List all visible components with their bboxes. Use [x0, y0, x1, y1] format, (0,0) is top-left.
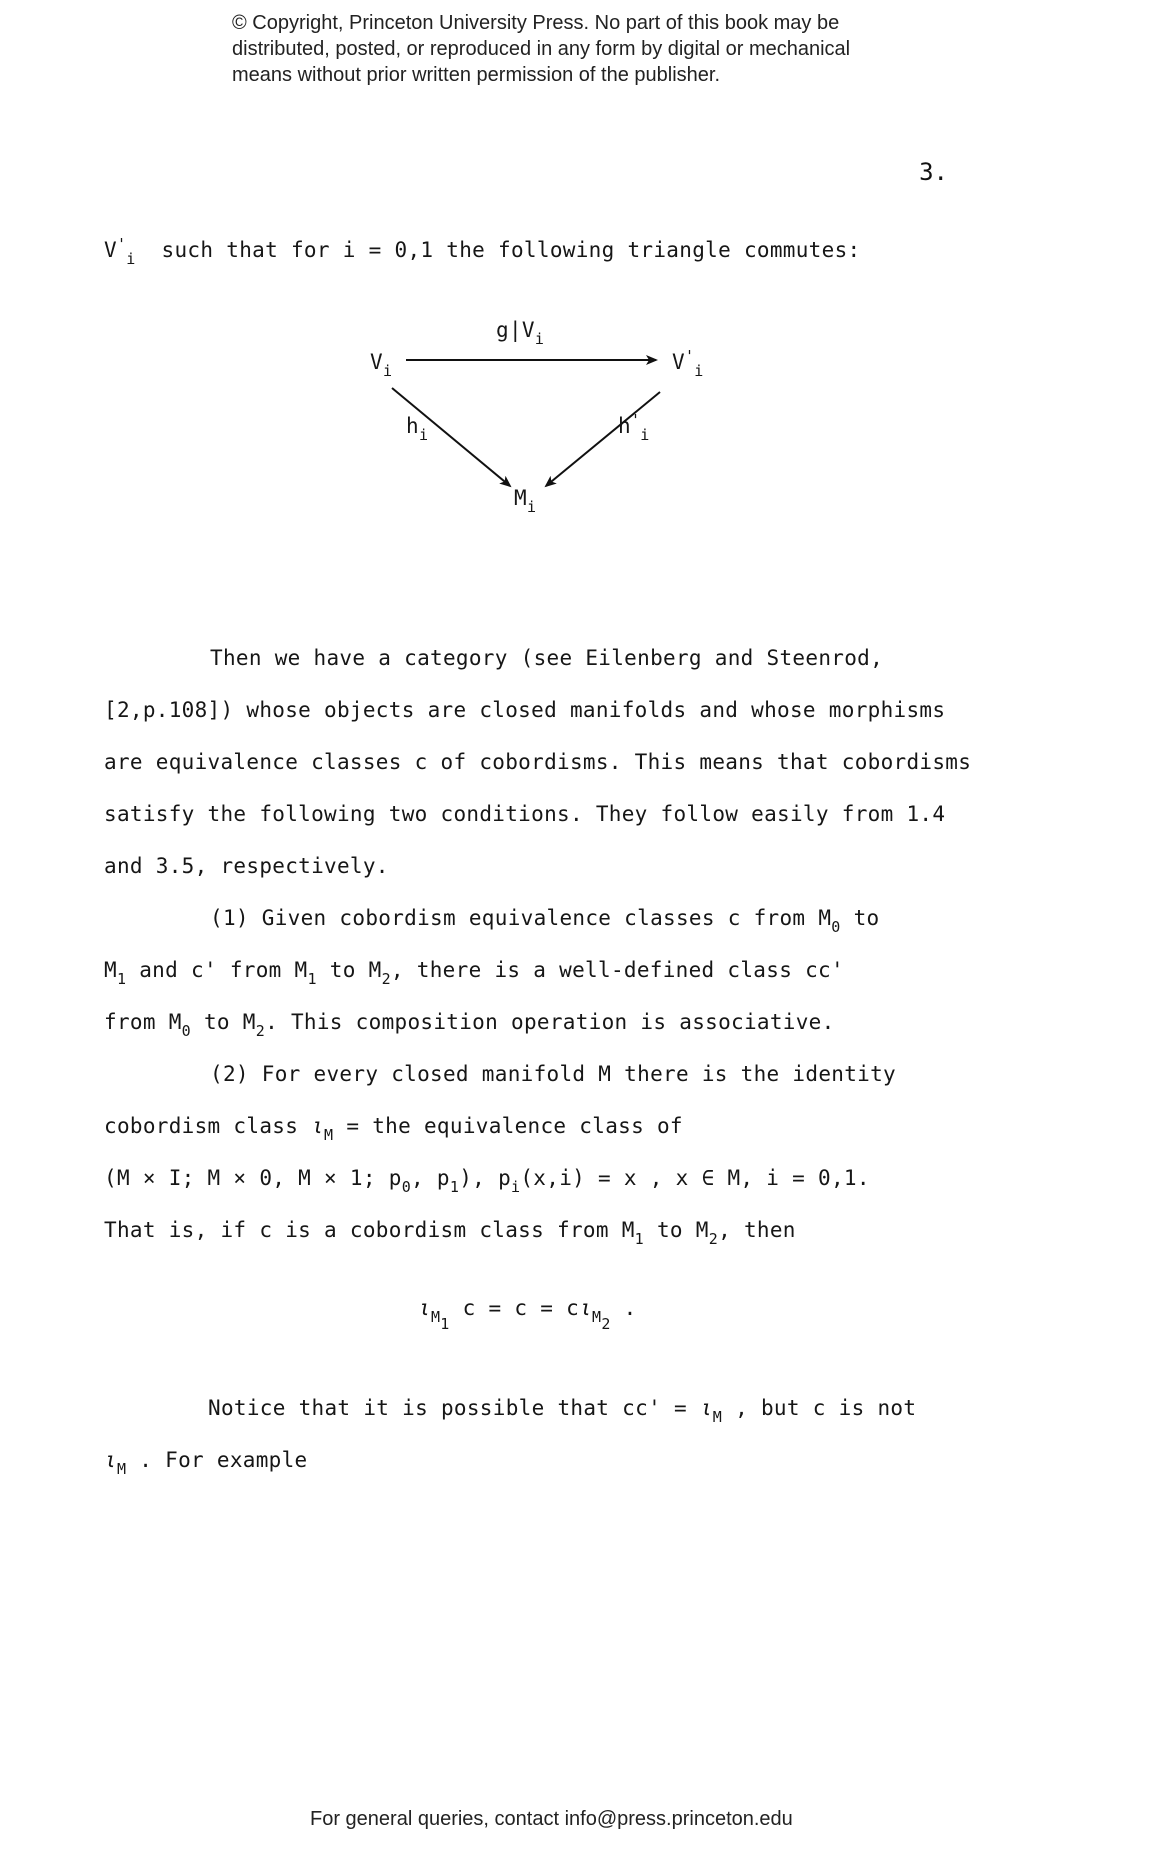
- diagram-bottom-node: $M_i$: [514, 486, 537, 516]
- page-number: 3.: [919, 158, 948, 186]
- commutative-triangle-diagram: [0, 0, 1160, 560]
- intro-text: such that for i = 0,1 the following triangle commutes:: [161, 238, 861, 262]
- condition2-line-3: (M × I; M × 0, M × 1; $p_0$, $p_1$), $p_i(x,i) = x$ , x ∈ M, i = 0,1.: [104, 1166, 870, 1196]
- para1-line-1: Then we have a category (see Eilenberg and Steenrod,: [210, 646, 884, 670]
- condition1-line-3: from $M_0$ to $M_2$. This composition operation is associative.: [104, 1010, 835, 1040]
- condition2-line-2: cobordism class $\iota_M$ = the equivalence class of: [104, 1114, 683, 1144]
- notice-line-1: Notice that it is possible that $cc' = \iota_M$ , but c is not: [208, 1396, 917, 1426]
- para1-line-5: and 3.5, respectively.: [104, 854, 389, 878]
- copyright-line-2: distributed, posted, or reproduced in any form by digital or mechanical: [232, 38, 851, 60]
- display-equation: $\iota_{M_1}$ $c = c = c\iota_{M_2}$ .: [418, 1296, 637, 1333]
- copyright-line-1: © Copyright, Princeton University Press. No part of this book may be: [232, 12, 840, 34]
- diagram-right-arrow-label: $h'_i$: [618, 411, 650, 444]
- diagram-left-arrow-label: $h_i$: [406, 414, 429, 444]
- notice-line-2: $\iota_M$ . For example: [104, 1448, 308, 1478]
- para1-line-4: satisfy the following two conditions. They follow easily from 1.4: [104, 802, 946, 826]
- para1-line-2: [2,p.108]) whose objects are closed manifolds and whose morphisms: [104, 698, 946, 722]
- diagram-right-node: $V'_i$: [672, 347, 704, 380]
- footer-contact: For general queries, contact info@press.princeton.edu: [310, 1808, 793, 1830]
- para1-line-3: are equivalence classes c of cobordisms. This means that cobordisms: [104, 750, 972, 774]
- diagram-left-node: $V_i$: [370, 350, 393, 380]
- condition1-line-2: $M_1$ and c' from $M_1$ to $M_2$, there is a well-defined class cc': [104, 958, 844, 988]
- intro-v: V: [104, 238, 117, 262]
- condition1-line-1: (1) Given cobordism equivalence classes c from $M_0$ to: [210, 906, 880, 936]
- diagram-top-label: $g|V_i$: [496, 318, 545, 348]
- condition2-line-1: (2) For every closed manifold M there is the identity: [210, 1062, 896, 1086]
- condition2-line-4: That is, if c is a cobordism class from $M_1$ to $M_2$, then: [104, 1218, 796, 1248]
- intro-line: $V'_i$ such that for i = 0,1 the following triangle commutes:: [104, 235, 861, 268]
- copyright-line-3: means without prior written permission of the publisher.: [232, 64, 721, 86]
